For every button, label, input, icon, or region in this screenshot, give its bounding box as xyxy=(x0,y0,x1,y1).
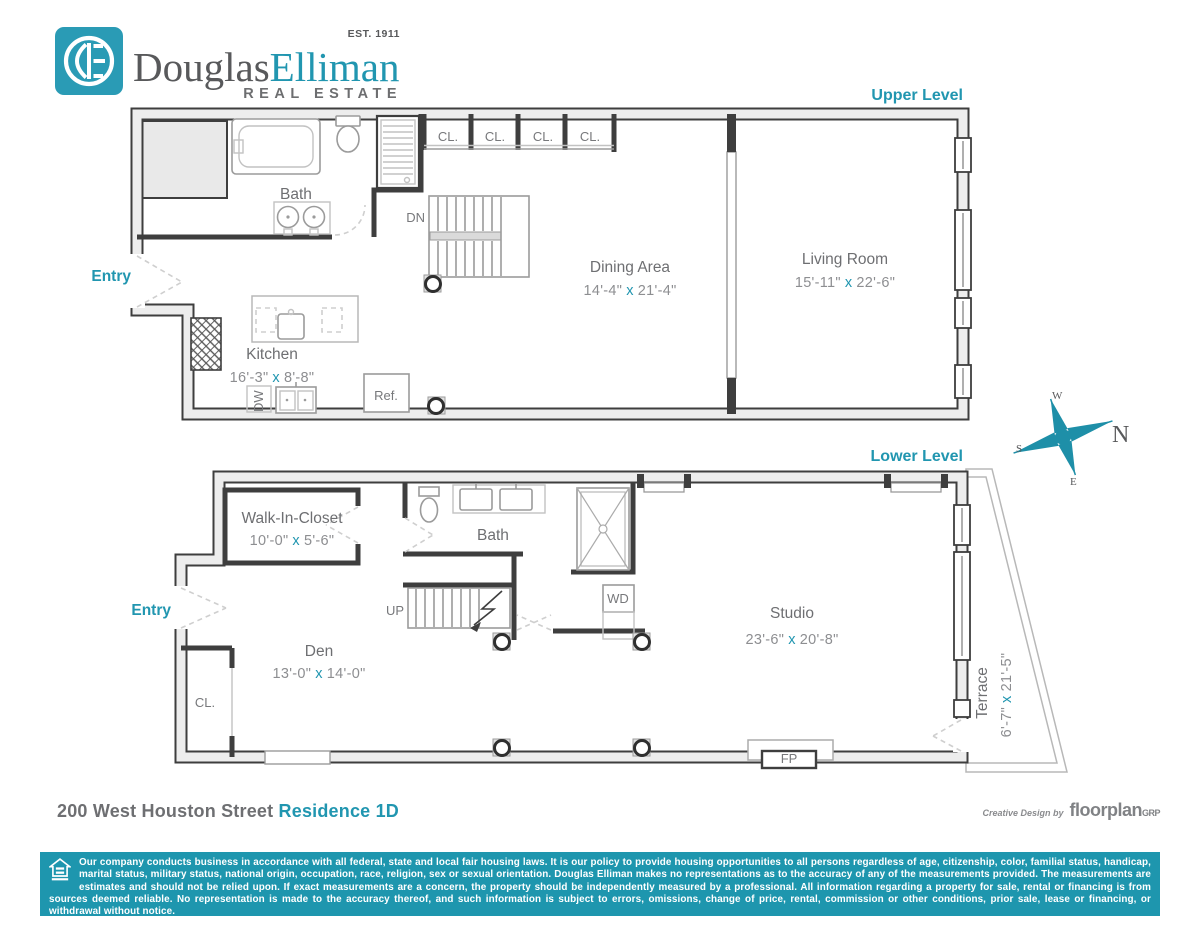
up-stairs xyxy=(408,588,510,632)
upper-level-plan xyxy=(91,87,971,414)
den-label: Den xyxy=(304,643,334,660)
lower-windows xyxy=(933,505,971,752)
compass-w: W xyxy=(1052,390,1063,402)
terrace-label: Terrace xyxy=(974,667,991,719)
ref-label: Ref. xyxy=(374,388,398,403)
wd-label: WD xyxy=(607,591,629,606)
design-credit xyxy=(982,800,1160,821)
lower-bath-fixtures xyxy=(405,484,545,552)
equal-housing-icon xyxy=(49,858,71,882)
closet-label-1: CL. xyxy=(437,129,459,144)
toilet xyxy=(336,116,360,126)
disclaimer-text: Our company conducts business in accordance with all federal, state and local fair housing laws. It is our policy to provide housing opportunities to all persons regardless of age, citizenship, color, familial status, handicap, marital status, military status, national origin, occupation, race, religion, sex or sexual orientation. Douglas Elliman makes no representations as to the accuracy of any of the measurements provided. The measurements are estimates and should not be relied upon. If exact measurements are a concern, the property should be independently measured by a professional. All information regarding a property for sale, rental or financing is from sources deemed reliable. No representation is made to the accuracy thereof, and such information is subject to errors, omissions, change of price, rental, commission or other conditions, prior sale, lease or financing, or withdrawal without notice. xyxy=(49,857,1151,918)
living-room-dims: 15'-11" x 22'-6" xyxy=(794,275,896,291)
est-1911-label: EST. 1911 xyxy=(347,28,400,40)
living-room-label: Living Room xyxy=(801,251,889,268)
wic-label: Walk-In-Closet xyxy=(241,510,343,527)
dining-area-dims: 14'-4" x 21'-4" xyxy=(583,283,677,299)
upper-columns xyxy=(424,275,445,414)
dining-area-label: Dining Area xyxy=(589,259,671,276)
fp-label: FP xyxy=(780,751,798,766)
kitchen-label: Kitchen xyxy=(246,346,298,363)
closet-label-3: CL. xyxy=(532,129,554,144)
real-estate-tagline: REAL ESTATE xyxy=(243,86,402,102)
upper-level-label: Upper Level xyxy=(871,87,963,104)
dn-stairs xyxy=(429,196,529,277)
residence-number: Residence 1D xyxy=(278,801,399,821)
compass-s: S xyxy=(1016,443,1023,455)
lower-entry-label: Entry xyxy=(131,602,171,619)
range xyxy=(191,318,221,370)
upper-bath-fixtures xyxy=(232,116,419,235)
studio-door-swing xyxy=(517,615,551,630)
bottom-wall-recess xyxy=(265,751,330,764)
lower-cl-label: CL. xyxy=(194,695,216,710)
credit-prefix: Creative Design by xyxy=(982,808,1064,818)
kitchen-dims: 16'-3" x 8'-8" xyxy=(229,370,315,386)
structural-mass xyxy=(141,121,227,198)
lower-columns xyxy=(493,633,650,756)
compass-e: E xyxy=(1070,476,1077,488)
street-address: 200 West Houston Street xyxy=(57,801,274,821)
lower-level-label: Lower Level xyxy=(870,448,963,465)
lower-shower xyxy=(577,488,629,570)
upper-entry-door xyxy=(129,254,182,308)
lower-entry-door xyxy=(173,586,226,629)
closet-label-4: CL. xyxy=(579,129,601,144)
fair-housing-disclaimer xyxy=(40,852,1160,916)
terrace-dims: 6'-7"x21'-5" xyxy=(999,652,1015,738)
toilet xyxy=(419,487,439,496)
compass-n: N xyxy=(1112,422,1130,448)
up-label: UP xyxy=(385,603,404,618)
closet-label-2: CL. xyxy=(484,129,506,144)
dn-label: DN xyxy=(406,210,425,225)
floorplan-grp-logo: floorplanGRP xyxy=(1069,800,1160,820)
brand-wordmark: DouglasElliman xyxy=(133,44,400,90)
terrace-outline xyxy=(966,469,1067,772)
wic-dims: 10'-0" x 5'-6" xyxy=(249,533,335,549)
upper-bath-label: Bath xyxy=(280,186,312,203)
bath-door-swing xyxy=(405,518,433,552)
shower xyxy=(377,116,419,188)
lower-level-plan xyxy=(131,448,1067,772)
den-dims: 13'-0" x 14'-0" xyxy=(272,666,366,682)
property-address xyxy=(57,801,399,822)
studio-dims: 23'-6" x 20'-8" xyxy=(745,632,839,648)
dw-label: DW xyxy=(251,390,266,412)
lower-bath-label: Bath xyxy=(477,527,509,544)
upper-entry-label: Entry xyxy=(91,268,131,285)
bath-door-swing xyxy=(335,205,365,235)
compass-rose-icon xyxy=(1001,383,1129,491)
studio-label: Studio xyxy=(770,605,814,622)
